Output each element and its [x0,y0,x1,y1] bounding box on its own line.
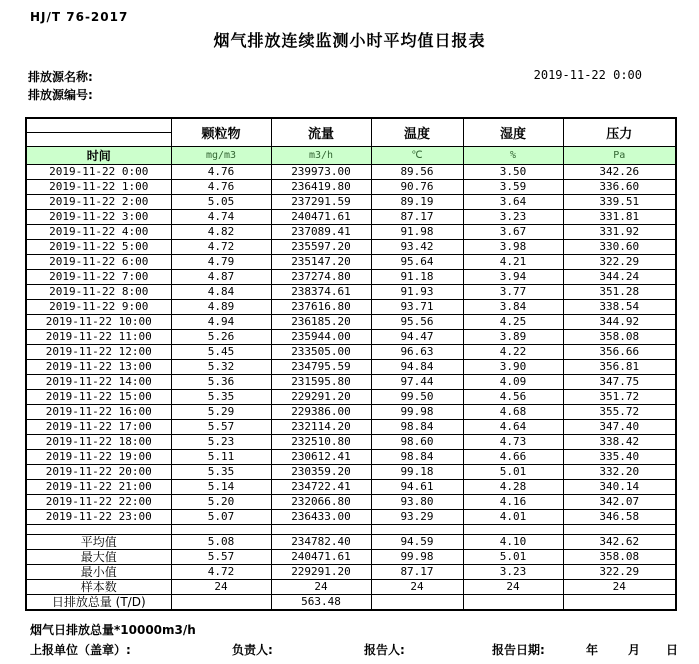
cell-time: 2019-11-22 19:00 [26,450,171,465]
summary-value: 358.08 [563,550,676,565]
cell-value: 4.82 [171,225,271,240]
summary-value: 4.72 [171,565,271,580]
cell-value: 94.47 [371,330,463,345]
cell-value: 4.94 [171,315,271,330]
cell-time: 2019-11-22 6:00 [26,255,171,270]
cell-value: 336.60 [563,180,676,195]
cell-value: 5.14 [171,480,271,495]
table-row [26,420,676,435]
empty-cell [26,525,171,535]
table-row [26,285,676,300]
cell-value: 90.76 [371,180,463,195]
cell-value: 95.64 [371,255,463,270]
summary-value: 563.48 [271,595,371,611]
table-row [26,255,676,270]
cell-value: 344.24 [563,270,676,285]
summary-value: 24 [271,580,371,595]
cell-value: 94.84 [371,360,463,375]
summary-value: 234782.40 [271,535,371,550]
cell-value: 4.66 [463,450,563,465]
table-row [26,435,676,450]
cell-value: 232510.80 [271,435,371,450]
reporter-label: 报告人: [364,643,405,657]
cell-value: 5.05 [171,195,271,210]
cell-value: 4.56 [463,390,563,405]
summary-value: 87.17 [371,565,463,580]
cell-time: 2019-11-22 1:00 [26,180,171,195]
cell-value: 5.32 [171,360,271,375]
cell-value: 5.57 [171,420,271,435]
unit-flow: m3/h [271,147,371,165]
summary-value: 229291.20 [271,565,371,580]
table-body [26,165,676,525]
year-label: 年 [586,643,599,657]
summary-value [463,595,563,611]
cell-value: 332.20 [563,465,676,480]
cell-time: 2019-11-22 3:00 [26,210,171,225]
cell-value: 4.73 [463,435,563,450]
cell-value: 5.11 [171,450,271,465]
cell-value: 331.81 [563,210,676,225]
unit-humidity: % [463,147,563,165]
cell-value: 4.09 [463,375,563,390]
cell-value: 96.63 [371,345,463,360]
summary-value [371,595,463,611]
cell-value: 335.40 [563,450,676,465]
cell-value: 4.68 [463,405,563,420]
cell-value: 4.84 [171,285,271,300]
cell-value: 4.72 [171,240,271,255]
summary-value: 24 [171,580,271,595]
cell-time: 2019-11-22 7:00 [26,270,171,285]
summary-row [26,595,676,611]
cell-value: 4.25 [463,315,563,330]
cell-value: 230612.41 [271,450,371,465]
cell-value: 3.77 [463,285,563,300]
table-row [26,180,676,195]
cell-value: 91.18 [371,270,463,285]
summary-value [171,595,271,611]
cell-value: 3.50 [463,165,563,180]
summary-value: 240471.61 [271,550,371,565]
table-row [26,270,676,285]
cell-value: 4.01 [463,510,563,525]
cell-value: 346.58 [563,510,676,525]
summary-row [26,535,676,550]
cell-value: 236419.80 [271,180,371,195]
cell-value: 3.59 [463,180,563,195]
cell-time: 2019-11-22 14:00 [26,375,171,390]
day-label: 日 [666,643,679,657]
cell-time: 2019-11-22 0:00 [26,165,171,180]
header-blank-cell [26,118,171,133]
cell-value: 232114.20 [271,420,371,435]
summary-label: 样本数 [26,580,171,595]
cell-value: 93.29 [371,510,463,525]
cell-time: 2019-11-22 16:00 [26,405,171,420]
cell-value: 237616.80 [271,300,371,315]
table-row [26,225,676,240]
summary-label: 最小值 [26,565,171,580]
cell-value: 338.42 [563,435,676,450]
cell-time: 2019-11-22 20:00 [26,465,171,480]
cell-value: 5.01 [463,465,563,480]
summary-row [26,565,676,580]
unit-particulate: mg/m3 [171,147,271,165]
cell-time: 2019-11-22 18:00 [26,435,171,450]
cell-value: 4.74 [171,210,271,225]
cell-value: 3.84 [463,300,563,315]
cell-time: 2019-11-22 13:00 [26,360,171,375]
cell-value: 4.64 [463,420,563,435]
cell-value: 355.72 [563,405,676,420]
cell-value: 5.36 [171,375,271,390]
summary-value: 5.57 [171,550,271,565]
report-unit-label: 上报单位（盖章）: [30,643,131,657]
cell-value: 347.75 [563,375,676,390]
cell-value: 4.87 [171,270,271,285]
cell-value: 99.50 [371,390,463,405]
cell-value: 339.51 [563,195,676,210]
table-row [26,495,676,510]
page-title: 烟气排放连续监测小时平均值日报表 [213,31,486,50]
table-row [26,375,676,390]
column-header-temperature: 温度 [371,118,463,147]
cell-value: 347.40 [563,420,676,435]
summary-value: 99.98 [371,550,463,565]
cell-value: 237291.59 [271,195,371,210]
cell-value: 99.18 [371,465,463,480]
cell-value: 236185.20 [271,315,371,330]
cell-value: 5.35 [171,390,271,405]
cell-time: 2019-11-22 9:00 [26,300,171,315]
summary-row [26,550,676,565]
summary-value: 342.62 [563,535,676,550]
cell-value: 358.08 [563,330,676,345]
table-row [26,345,676,360]
cell-value: 351.28 [563,285,676,300]
summary-value: 5.08 [171,535,271,550]
cell-value: 237089.41 [271,225,371,240]
cell-value: 5.35 [171,465,271,480]
cell-time: 2019-11-22 12:00 [26,345,171,360]
cell-value: 3.90 [463,360,563,375]
cell-time: 2019-11-22 2:00 [26,195,171,210]
cell-value: 5.29 [171,405,271,420]
table-row [26,210,676,225]
table-row [26,405,676,420]
cell-time: 2019-11-22 8:00 [26,285,171,300]
cell-value: 234795.59 [271,360,371,375]
table-row [26,165,676,180]
header-row-top [26,118,676,133]
cell-time: 2019-11-22 22:00 [26,495,171,510]
cell-value: 235597.20 [271,240,371,255]
cell-value: 236433.00 [271,510,371,525]
column-header-humidity: 湿度 [463,118,563,147]
cell-time: 2019-11-22 21:00 [26,480,171,495]
summary-label: 最大值 [26,550,171,565]
unit-temperature: ℃ [371,147,463,165]
summary-label: 平均值 [26,535,171,550]
table-row [26,300,676,315]
table-row [26,360,676,375]
responsible-person-label: 负责人: [232,643,273,657]
cell-value: 230359.20 [271,465,371,480]
table-row [26,450,676,465]
empty-cell [271,525,371,535]
summary-value: 24 [371,580,463,595]
cell-value: 5.26 [171,330,271,345]
summary-value: 94.59 [371,535,463,550]
cell-value: 238374.61 [271,285,371,300]
cell-value: 331.92 [563,225,676,240]
cell-value: 233505.00 [271,345,371,360]
total-emission-note: 烟气日排放总量*10000m3/h [30,623,196,637]
cell-value: 91.98 [371,225,463,240]
cell-value: 239973.00 [271,165,371,180]
cell-value: 5.45 [171,345,271,360]
cell-value: 229386.00 [271,405,371,420]
cell-value: 97.44 [371,375,463,390]
summary-value: 24 [563,580,676,595]
cell-value: 93.42 [371,240,463,255]
summary-value: 5.01 [463,550,563,565]
cell-value: 4.89 [171,300,271,315]
cell-value: 340.14 [563,480,676,495]
cell-value: 98.84 [371,450,463,465]
cell-value: 98.84 [371,420,463,435]
cell-value: 4.76 [171,165,271,180]
cell-time: 2019-11-22 17:00 [26,420,171,435]
cell-value: 89.56 [371,165,463,180]
cell-value: 3.64 [463,195,563,210]
cell-value: 3.23 [463,210,563,225]
cell-value: 3.89 [463,330,563,345]
report-datetime: 2019-11-22 0:00 [533,68,642,82]
table-row [26,465,676,480]
cell-value: 89.19 [371,195,463,210]
cell-time: 2019-11-22 4:00 [26,225,171,240]
summary-value [563,595,676,611]
cell-value: 4.28 [463,480,563,495]
cell-time: 2019-11-22 5:00 [26,240,171,255]
cell-value: 3.94 [463,270,563,285]
standard-number: HJ/T 76-2017 [30,10,129,24]
empty-cell [563,525,676,535]
cell-value: 344.92 [563,315,676,330]
cell-value: 87.17 [371,210,463,225]
monitoring-table [25,117,677,611]
table-row [26,480,676,495]
cell-value: 322.29 [563,255,676,270]
cell-value: 356.81 [563,360,676,375]
cell-value: 5.07 [171,510,271,525]
source-name-label: 排放源名称: [28,70,93,84]
cell-value: 330.60 [563,240,676,255]
cell-value: 4.79 [171,255,271,270]
cell-time: 2019-11-22 15:00 [26,390,171,405]
cell-value: 342.26 [563,165,676,180]
cell-value: 99.98 [371,405,463,420]
source-code-label: 排放源编号: [28,88,93,102]
cell-value: 5.20 [171,495,271,510]
cell-time: 2019-11-22 23:00 [26,510,171,525]
cell-value: 342.07 [563,495,676,510]
summary-label: 日排放总量 (T/D) [26,595,171,611]
empty-cell [371,525,463,535]
cell-value: 240471.61 [271,210,371,225]
table-row [26,510,676,525]
cell-value: 235147.20 [271,255,371,270]
cell-value: 91.93 [371,285,463,300]
cell-value: 338.54 [563,300,676,315]
cell-value: 3.98 [463,240,563,255]
table-row [26,195,676,210]
column-header-flow: 流量 [271,118,371,147]
cell-value: 3.67 [463,225,563,240]
cell-value: 4.76 [171,180,271,195]
spacer-row [26,525,676,535]
unit-pressure: Pa [563,147,676,165]
time-column-header: 时间 [26,147,171,165]
cell-value: 232066.80 [271,495,371,510]
cell-value: 4.16 [463,495,563,510]
cell-value: 94.61 [371,480,463,495]
cell-value: 4.22 [463,345,563,360]
cell-value: 356.66 [563,345,676,360]
summary-value: 4.10 [463,535,563,550]
table-row [26,390,676,405]
column-header-pressure: 压力 [563,118,676,147]
table-row [26,240,676,255]
cell-value: 229291.20 [271,390,371,405]
header-blank-cell [26,133,171,147]
summary-value: 3.23 [463,565,563,580]
cell-value: 4.21 [463,255,563,270]
report-date-label: 报告日期: [492,643,545,657]
cell-value: 237274.80 [271,270,371,285]
cell-value: 93.71 [371,300,463,315]
footer-signature-line [0,641,699,659]
empty-cell [463,525,563,535]
cell-value: 231595.80 [271,375,371,390]
summary-row [26,580,676,595]
empty-cell [171,525,271,535]
cell-value: 234722.41 [271,480,371,495]
cell-value: 95.56 [371,315,463,330]
summary-body [26,525,676,611]
cell-time: 2019-11-22 11:00 [26,330,171,345]
cell-value: 351.72 [563,390,676,405]
table-row [26,330,676,345]
cell-value: 235944.00 [271,330,371,345]
cell-value: 93.80 [371,495,463,510]
summary-value: 322.29 [563,565,676,580]
column-header-particulate: 颗粒物 [171,118,271,147]
cell-value: 98.60 [371,435,463,450]
summary-value: 24 [463,580,563,595]
cell-time: 2019-11-22 10:00 [26,315,171,330]
cell-value: 5.23 [171,435,271,450]
header-row-units [26,147,676,165]
table-row [26,315,676,330]
month-label: 月 [628,643,641,657]
